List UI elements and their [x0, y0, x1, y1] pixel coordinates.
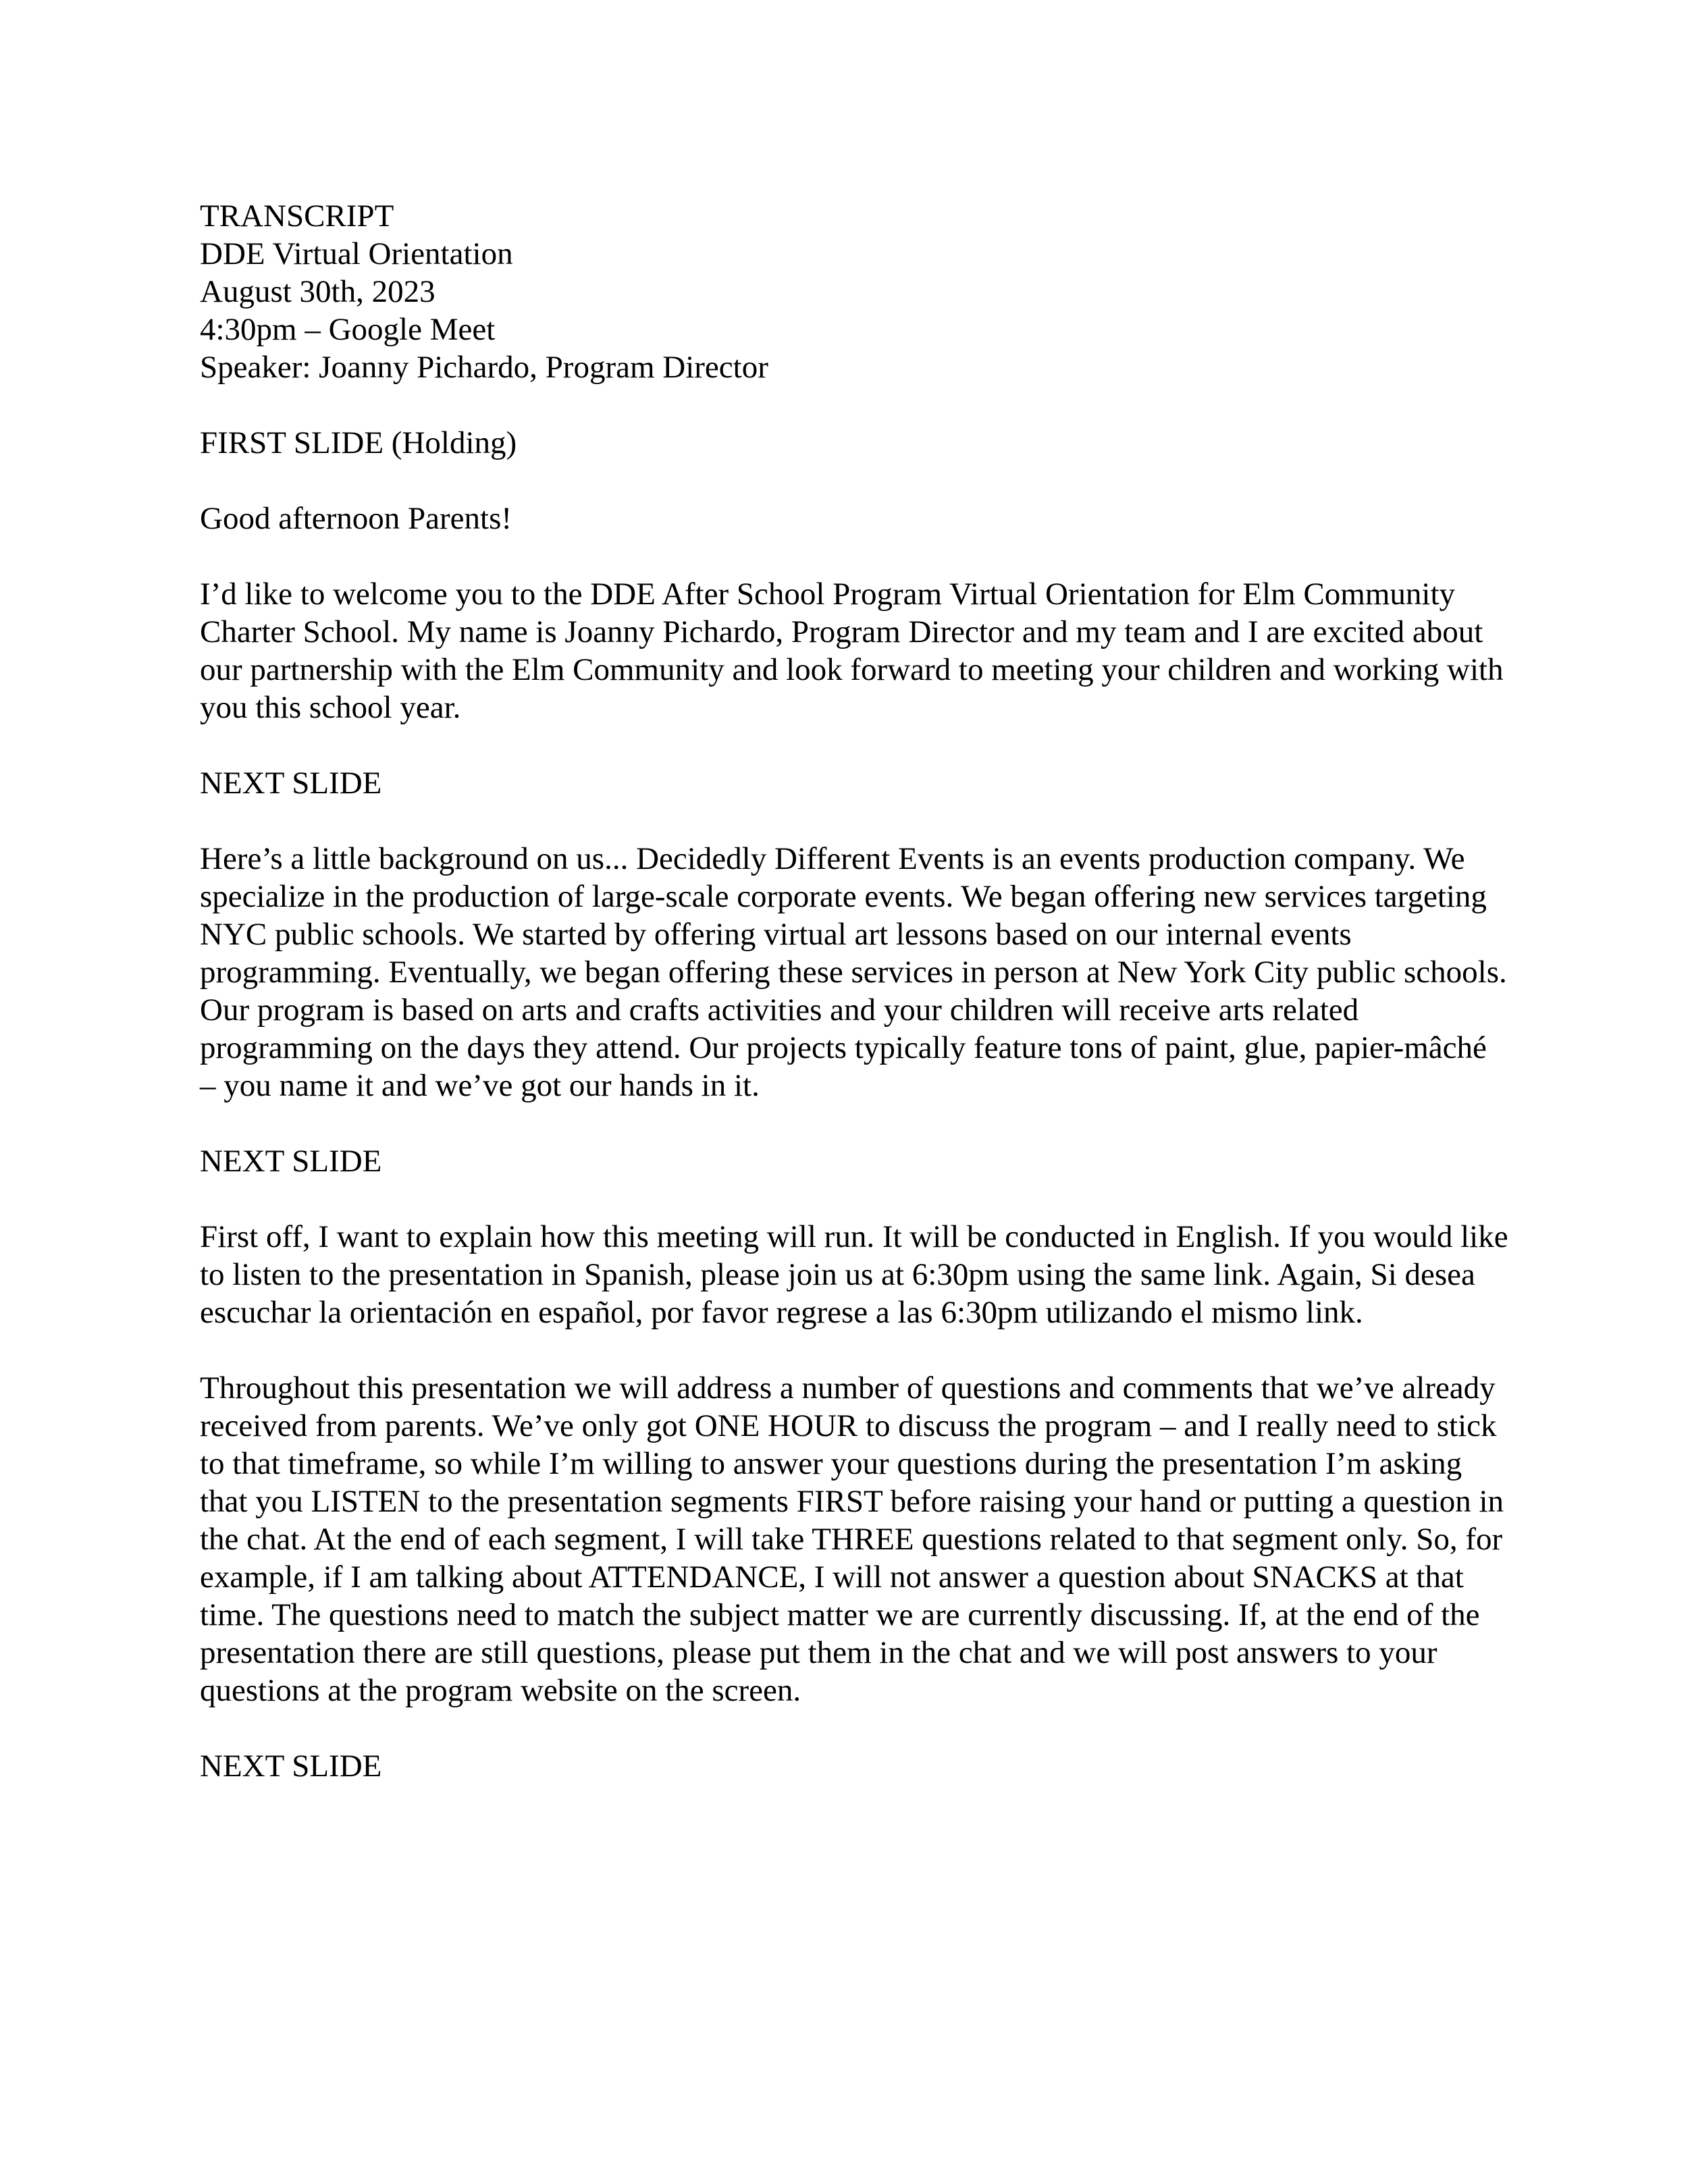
- event-title: DDE Virtual Orientation: [200, 236, 513, 271]
- next-slide-heading: NEXT SLIDE: [200, 1144, 382, 1179]
- background-paragraph: Here’s a little background on us... Decidedly Different Events is an events production company. We specialize in the production of large-scale corporate events. We began offering new services targeting NYC public schools. We started by offering virtual art lessons based on our internal events programming. Eventually, we began offering these services in person at New York City public schools. Our program is based on arts and crafts activities and your children will receive arts related programming on the days they attend. Our projects typically feature tons of paint, glue, papier-mâché – you name it and we’ve got our hands in it.: [200, 841, 1507, 1103]
- welcome-paragraph: I’d like to welcome you to the DDE After School Program Virtual Orientation for Elm Community Charter School. My name is Joanny Pichardo, Program Director and my team and I are excited about our partnership with the Elm Community and look forward to meeting your children and working with you this school year.: [200, 577, 1504, 725]
- meeting-info-paragraph: First off, I want to explain how this meeting will run. It will be conducted in English. If you would like to listen to the presentation in Spanish, please join us at 6:30pm using the same link. Again, Si desea escuchar la orientación en español, por favor regrese a las 6:30pm utilizando el mismo link.: [200, 1219, 1508, 1330]
- transcript-header: [200, 197, 1510, 386]
- questions-info-paragraph: Throughout this presentation we will address a number of questions and comments that we’ve already received from parents. We’ve only got ONE HOUR to discuss the program – and I really need to stick to that timeframe, so while I’m willing to answer your questions during the presentation I’m asking that you LISTEN to the presentation segments FIRST before raising your hand or putting a question in the chat. At the end of each segment, I will take THREE questions related to that segment only. So, for example, if I am talking about ATTENDANCE, I will not answer a question about SNACKS at that time. The questions need to match the subject matter we are currently discussing. If, at the end of the presentation there are still questions, please put them in the chat and we will post answers to your questions at the program website on the screen.: [200, 1370, 1504, 1708]
- next-slide-heading: NEXT SLIDE: [200, 1749, 382, 1784]
- event-date: August 30th, 2023: [200, 274, 436, 309]
- doc-type: TRANSCRIPT: [200, 198, 394, 234]
- first-slide-heading: FIRST SLIDE (Holding): [200, 425, 517, 460]
- speaker-line: Speaker: Joanny Pichardo, Program Director: [200, 350, 768, 385]
- event-time-platform: 4:30pm – Google Meet: [200, 312, 496, 347]
- greeting-paragraph: Good afternoon Parents!: [200, 501, 512, 536]
- next-slide-heading: NEXT SLIDE: [200, 766, 382, 801]
- document-content: [200, 197, 1510, 1823]
